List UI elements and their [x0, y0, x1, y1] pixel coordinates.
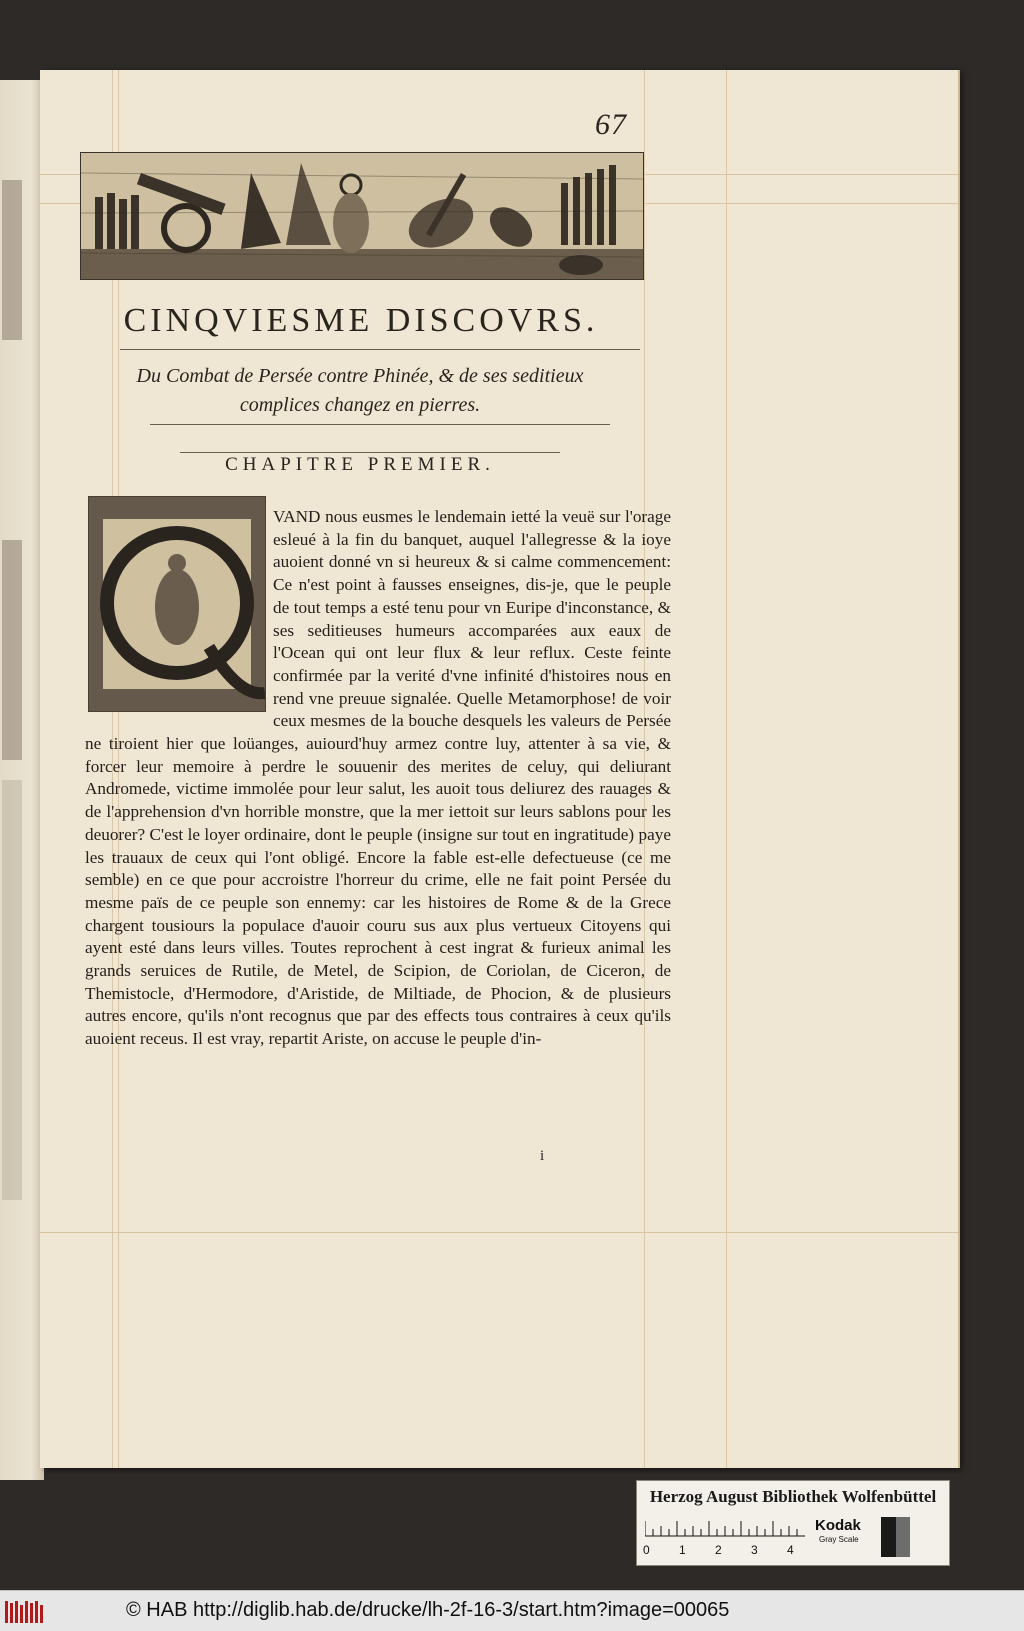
- ruler-number: 2: [715, 1543, 722, 1557]
- ruler-number: 0: [643, 1543, 650, 1557]
- hab-logo-icon: [4, 1599, 44, 1625]
- body-text: VAND nous eusmes le lendemain ietté la veuë sur l'orage esleué à la fin du banquet, auquel l'allegresse & la ioye auoient donné vn si heureux & si calme commencement: Ce n'est point à fausses enseignes, dis-je, que le peuple de tout temps a esté tenu pour vn Euripe d'inconstance, & ses seditieuses humeurs accomparées aux eaux de l'Ocean qui ont leur flux & leur reflux. Ceste feinte confirmée par la verité d'vne infinité d'histoires nous en rend vne preuue signalée. Quelle Metamorphose! de voir ceux mesmes de la bouche desquels les valeurs de Persée ne tiroient hier que loüanges, auiourd'huy armez contre luy, attenter à sa vie, & forcer leur memoire à perdre le souuenir des merites de celuy, qui deliurant Andromede, victime immolée pour leur salut, les auoit tous deliurez des rauages & de l'apprehension d'vn horrible monstre, que la mer iettoit sur leurs sablons pour les deuorer? C'est le loyer ordinaire, dont le peuple (insigne sur tout en ingratitude) paye les trauaux de ceux qui l'ont obligé. Encore la fable est-elle defectueuse (ce me semble) en ce que pour accroistre l'horreur du crime, elle ne fait point Persée du mesme païs de ce peuple son ennemy: car les histoires de Rome & de la Grece chargent tousiours la populace d'auoir couru sus aux plus vertueux Citoyens qui ayent esté dans leurs villes. Toutes reprochent à cest ingrat & furieux animal les grands seruices de Rutile, de Metel, de Scipion, de Coriolan, de Ciceron, de Themistocle, d'Hermodore, d'Aristide, de Miltiade, de Phocion, & de plusieurs autres encore, qu'ils n'ont recognus que par des effects tous contraires à ceux qu'ils auoient receus. Il est vray, repartit Ariste, on accuse le peuple d'in-: [85, 507, 671, 1049]
- subtitle-line-1: Du Combat de Persée contre Phinée, & de ses seditieux: [136, 365, 584, 387]
- ruler-scale: [645, 1517, 805, 1537]
- subtitle-rule: [150, 424, 610, 425]
- body-paragraph: [85, 506, 671, 1051]
- copyright-url: © HAB http://diglib.hab.de/drucke/lh-2f-16-3/start.htm?image=00065: [126, 1599, 730, 1621]
- ruler-number: 3: [751, 1543, 758, 1557]
- subtitle-line-2: complices changez en pierres.: [239, 394, 481, 416]
- ruler-number: 1: [679, 1543, 686, 1557]
- engraved-headpiece-banner: [80, 152, 644, 280]
- gray-scale-patches: [881, 1517, 925, 1557]
- discourse-heading: CINQVIESME DISCOVRS.: [123, 302, 599, 339]
- ruler-number: 4: [787, 1543, 794, 1557]
- heading-rule: [120, 349, 640, 350]
- card-title: Herzog August Bibliothek Wolfenbüttel: [649, 1487, 937, 1506]
- discourse-subtitle: [110, 362, 610, 420]
- chapter-label: CHAPITRE PREMIER.: [225, 454, 495, 475]
- page-number: 67: [595, 108, 627, 141]
- footer-bar: [0, 1590, 1024, 1631]
- chapter-rule: [180, 452, 560, 453]
- color-reference-card: [636, 1480, 950, 1566]
- gray-scale-label: Gray Scale: [819, 1535, 859, 1544]
- kodak-brand: Kodak: [815, 1517, 861, 1534]
- signature-mark: i: [540, 1148, 545, 1164]
- ruler-numbers: [643, 1543, 813, 1559]
- facing-page-edge: [0, 80, 44, 1480]
